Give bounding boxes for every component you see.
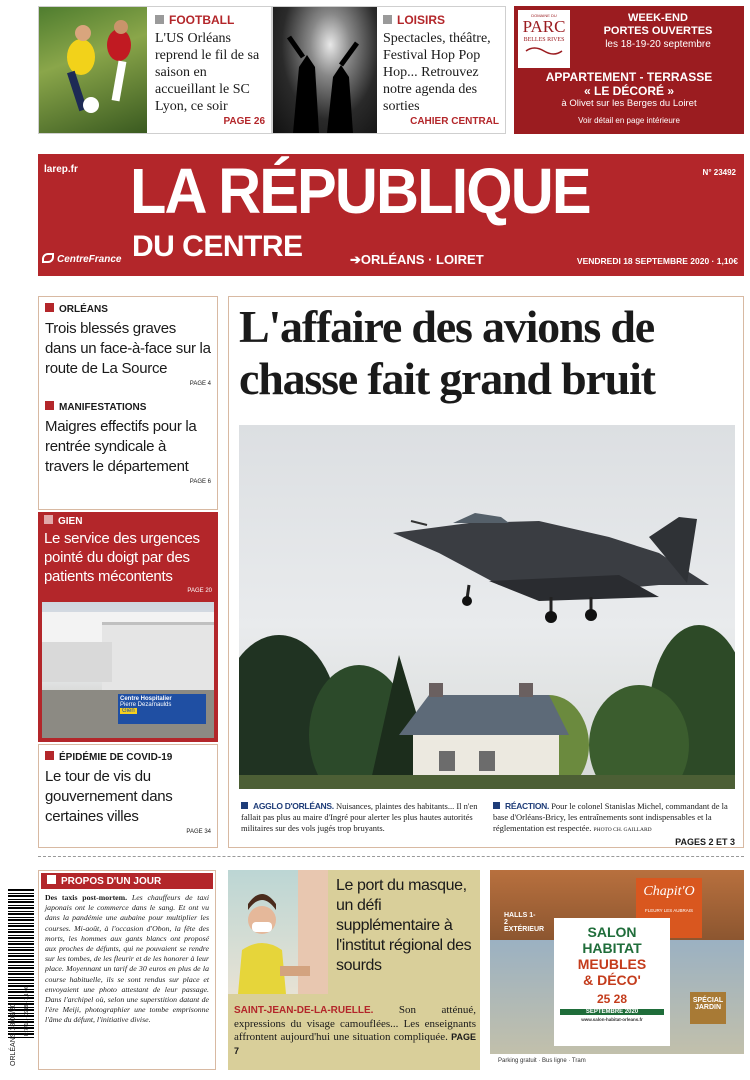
sourds-page: PAGE 7 [234,1032,476,1056]
story-category: MANIFESTATIONS [59,402,147,413]
main-headline-line2: chasse fait grand bruit [239,353,655,404]
caption-reaction [493,801,737,836]
left-column [38,296,218,510]
caption-agglo [241,801,483,834]
story-sourds[interactable] [228,870,480,1070]
propos-lead: Des taxis post-mortem. [45,893,128,902]
story-headline: Trois blessés graves dans un face-à-face sur la route de La Source [45,320,211,377]
story-manifestations[interactable] [45,401,211,485]
story-category: ÉPIDÉMIE DE COVID-19 [59,752,173,763]
main-headline-line1: L'affaire des avions de [239,301,654,352]
story-page: PAGE 6 [189,479,211,485]
caption-label: RÉACTION. [505,801,550,811]
concert-photo [273,7,377,133]
photo-credit: PHOTO CH. GAILLARD [593,827,652,833]
newspaper-subtitle: DU CENTRE [132,230,303,263]
sourds-text: Son atténué, expressions du visage camouflées... Les enseignants affrontent aujourd'hui une situation compliquée. [234,1004,476,1043]
region-label: ➔ORLÉANS · LOIRET [350,252,484,267]
barcode [8,888,34,1074]
teaser-category: LOISIRS [397,13,446,27]
story-headline: Le service des urgences pointé du doigt par des patients mécontents [44,530,200,585]
story-headline: Maigres effectifs pour la rentrée syndicale à travers le département [45,418,197,475]
barcode-code: R 7711 · 0918 · 1,10 € [24,986,30,1036]
caption-text: Pour le colonel Stanislas Michel, commandant de la base d'Orléans-Bricy, les entraînements sont indispensables et la réglementation est respectée. [493,801,728,833]
story-gien[interactable] [38,512,218,742]
issue-number: N° 23492 [702,168,736,177]
football-photo [39,7,147,133]
story-page: PAGE 4 [189,381,211,387]
mask-photo [228,870,328,994]
sourds-label: SAINT-JEAN-DE-LA-RUELLE. [234,1005,374,1016]
ad-line: PORTES OUVERTES [603,25,713,37]
story-category: GIEN [58,516,83,527]
propos-title: PROPOS D'UN JOUR [61,876,162,887]
ad-line: « LE DÉCORÉ » [583,84,675,98]
salon-footer: Parking gratuit · Bus ligne · Tram [490,1054,744,1070]
newspaper-title: LA RÉPUBLIQUE [130,155,590,227]
salon-halls: HALLS 1-2 EXTÉRIEUR [504,912,545,933]
hospital-photo [42,602,214,738]
story-category: ORLÉANS [59,304,108,315]
propos-du-jour[interactable] [38,870,216,1070]
propos-body [39,891,215,1028]
teaser-football[interactable] [38,6,272,134]
teaser-page: PAGE 26 [223,116,265,127]
main-story[interactable] [228,296,744,848]
caption-label: AGGLO D'ORLÉANS. [253,801,334,811]
ad-line: les 18-19-20 septembre [605,39,711,50]
teaser-text: L'US Orléans reprend le fil de sa saison en accueillant le SC Lyon, ce soir [155,31,260,114]
ad-salon-habitat[interactable] [490,870,744,1070]
story-page: PAGE 20 [187,588,212,594]
group-label: CentreFrance [57,254,122,265]
salon-card: SALON HABITAT MEUBLES & DÉCO' 25 28 SEPTEMBRE 2020 www.salon-habitat-orleans.fr [554,918,670,1046]
story-page: PAGE 34 [186,829,211,835]
barcode-date: 18/09/20 [10,1003,17,1031]
parc-logo: DOMAINE DU PARC BELLES RIVES [518,10,570,68]
hospital-sign: Centre Hospitalier Pierre Dezarnaulds Gien [118,694,206,724]
ad-line: WEEK-END [628,12,688,24]
teaser-page: CAHIER CENTRAL [410,116,499,127]
chapito-badge: Chapit'O FLEURY LES AUBRAIS [636,878,702,938]
ad-line: à Olivet sur les Berges du Loiret [561,98,697,109]
rafale-photo [239,425,735,789]
teaser-category: FOOTBALL [169,13,235,27]
site-link[interactable]: larep.fr [44,164,78,175]
story-orleans[interactable] [45,303,211,387]
sourds-body [234,1004,476,1058]
salon-special: SPÉCIAL JARDIN [690,992,726,1024]
teaser-loisirs[interactable] [272,6,506,134]
caption-text: Nuisances, plaintes des habitants... Il n'en fallait pas plus au maire d'Ingré pour alerter les plus hautes autorités militaires sur des vols jugés trop bruyants. [241,801,478,833]
ad-line: Voir détail en page intérieure [578,116,680,125]
date-price: VENDREDI 18 SEPTEMBRE 2020 · 1,10€ [576,256,738,266]
divider [38,856,744,857]
propos-text: Les chauffeurs de taxi japonais ont le commerce dans le sang. Et ont vu dans la pandémie une aubaine pour multiplier les courses. Mi-août, à l'occasion d'Obon, la fête des morts, les hommes aux gants blancs ont proposé aux proches de défunts, qui ne pouvaient se rendre sur les tombes, de les fleurir et de les honorer à leur place. Moyennant un tarif de 30 euros en plus de la course habituelle, ils se sont rendus sur place et envoyaient une photo attestant de leur passage. Dans l'archipel où, selon une superstition datant de l'ère Meiji, photographier une tombe emprisonne l'âme du défunt, l'initiative divise. [45,893,209,1025]
masthead [38,154,744,276]
story-covid[interactable] [38,744,218,848]
ad-parc-belles-rives[interactable] [514,6,744,134]
teaser-text: Spectacles, théâtre, Festival Hop Pop Hop... Retrouvez notre agenda des sorties [383,31,491,114]
ad-line: APPARTEMENT - TERRASSE [545,70,713,84]
story-headline: Le tour de vis du gouvernement dans certaines villes [45,768,173,825]
sourds-headline: Le port du masque, un défi supplémentaire à l'institut régional des sourds [336,877,472,974]
barcode-city: ORLÉANS [10,1032,17,1066]
main-pages: PAGES 2 ET 3 [675,837,735,847]
centrefrance-icon [42,253,54,263]
